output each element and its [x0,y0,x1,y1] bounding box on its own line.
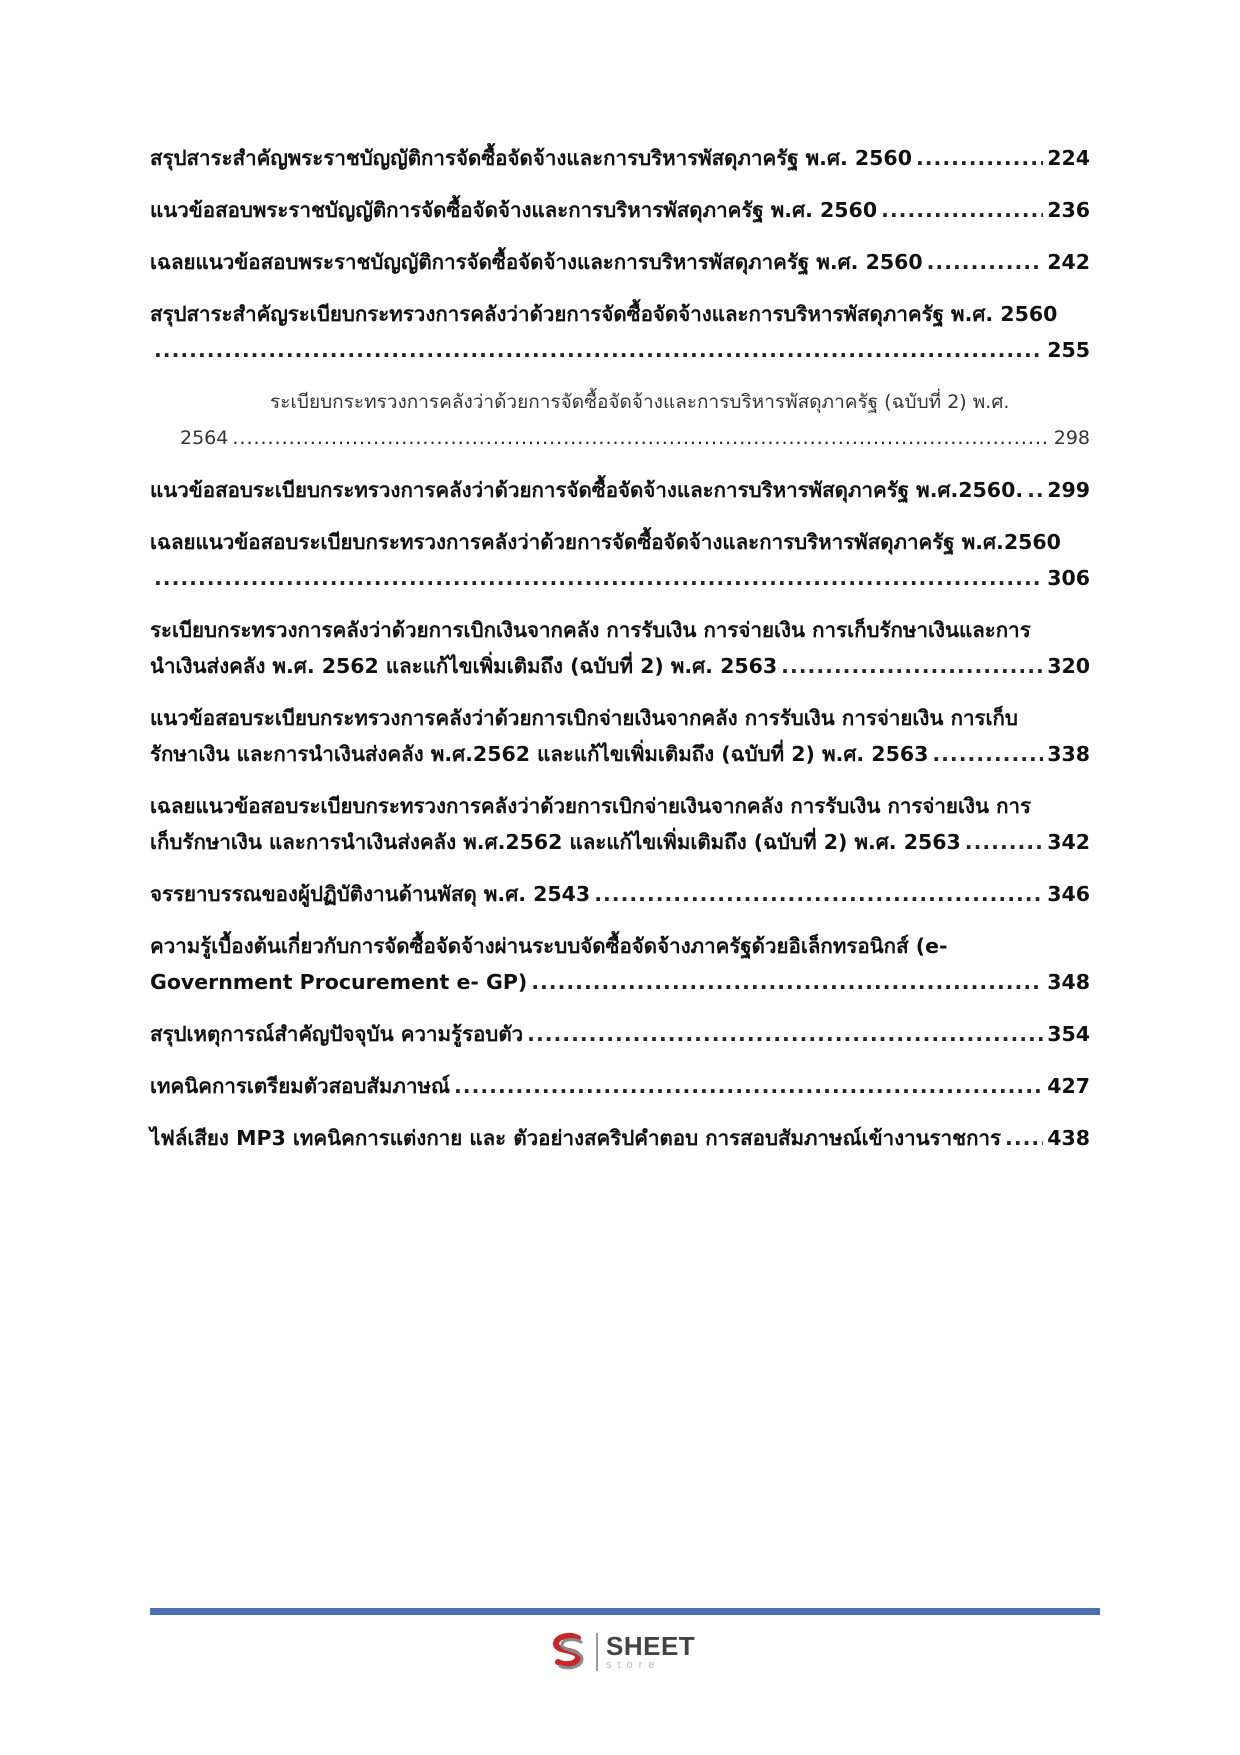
dot-leader [781,648,1043,684]
toc-entry-title: ระเบียบกระทรวงการคลังว่าด้วยการจัดซื้อจัดจ้างและการบริหารพัสดุภาครัฐ (ฉบับที่ 2) พ.ศ. [270,391,1013,413]
toc-entry-title-cont: นำเงินส่งคลัง พ.ศ. 2562 และแก้ไขเพิ่มเติมถึง (ฉบับที่ 2) พ.ศ. 2563 [150,648,781,684]
toc-page-number: 427 [1047,1074,1090,1098]
toc-page-number: 346 [1047,882,1090,906]
dot-leader [927,244,1044,280]
toc-entry[interactable] [150,296,1090,368]
dot-leader [594,876,1043,912]
table-of-contents [150,140,1090,1172]
toc-entry-title: สรุปเหตุการณ์สำคัญปัจจุบัน ความรู้รอบตัว [150,1016,527,1052]
dot-leader [154,332,1043,368]
sheet-store-logo-icon [548,1632,588,1672]
logo-subword: store [606,1659,661,1671]
toc-page-number: 306 [1047,566,1090,590]
sheet-store-logo [548,1630,695,1674]
toc-entry-title: จรรยาบรรณของผู้ปฏิบัติงานด้านพัสดุ พ.ศ. 2543 [150,876,594,912]
toc-page-number: 255 [1047,338,1090,362]
toc-entry-title-cont: รักษาเงิน และการนำเงินส่งคลัง พ.ศ.2562 และแก้ไขเพิ่มเติมถึง (ฉบับที่ 2) พ.ศ. 2563 [150,736,932,772]
toc-entry[interactable] [150,1120,1090,1156]
toc-entry-title: แนวข้อสอบพระราชบัญญัติการจัดซื้อจัดจ้างและการบริหารพัสดุภาครัฐ พ.ศ. 2560 [150,192,881,228]
dot-leader [154,560,1043,596]
dot-leader [965,824,1043,860]
toc-entry[interactable] [150,876,1090,912]
toc-page-number: 320 [1047,654,1090,678]
toc-entry-title: ระเบียบกระทรวงการคลังว่าด้วยการเบิกเงินจากคลัง การรับเงิน การจ่ายเงิน การเก็บรักษาเงินและการ [150,618,1035,642]
toc-entry-title-cont: Government Procurement e- GP) [150,964,531,1000]
toc-entry[interactable] [150,244,1090,280]
toc-page-number: 354 [1047,1022,1090,1046]
toc-entry[interactable] [150,472,1090,508]
dot-leader [527,1016,1043,1052]
toc-page-number: 299 [1047,478,1090,502]
toc-entry[interactable] [150,140,1090,176]
toc-entry[interactable] [150,1068,1090,1104]
toc-entry[interactable] [150,1016,1090,1052]
toc-entry-title: แนวข้อสอบระเบียบกระทรวงการคลังว่าด้วยการเบิกจ่ายเงินจากคลัง การรับเงิน การจ่ายเงิน การเก็บ [150,706,1022,730]
dot-leader [454,1068,1043,1104]
logo-word: SHEET [606,1631,696,1661]
toc-entry-title: สรุปสาระสำคัญพระราชบัญญัติการจัดซื้อจัดจ้างและการบริหารพัสดุภาครัฐ พ.ศ. 2560 [150,140,916,176]
toc-page-number: 348 [1047,970,1090,994]
toc-page-number: 242 [1047,250,1090,274]
toc-page-number: 438 [1047,1126,1090,1150]
toc-entry[interactable] [150,928,1090,1000]
toc-page-number: 298 [1053,427,1090,449]
dot-leader [232,420,1049,456]
toc-entry-title: แนวข้อสอบระเบียบกระทรวงการคลังว่าด้วยการจัดซื้อจัดจ้างและการบริหารพัสดุภาครัฐ พ.ศ.2560. [150,472,1027,508]
footer-divider-bar [150,1608,1100,1615]
toc-entry[interactable] [150,524,1090,596]
toc-entry[interactable] [150,700,1090,772]
toc-page-number: 338 [1047,742,1090,766]
toc-entry-title: ไฟล์เสียง MP3 เทคนิคการแต่งกาย และ ตัวอย่างสคริปคำตอบ การสอบสัมภาษณ์เข้างานราชการ [150,1120,1005,1156]
dot-leader [932,736,1043,772]
toc-entry-title-cont: เก็บรักษาเงิน และการนำเงินส่งคลัง พ.ศ.2562 และแก้ไขเพิ่มเติมถึง (ฉบับที่ 2) พ.ศ. 2563 [150,824,965,860]
toc-subentry[interactable] [150,384,1090,456]
logo-text [606,1633,695,1671]
toc-entry-title-cont: 2564 [180,420,232,456]
dot-leader [531,964,1043,1000]
dot-leader [1027,472,1043,508]
toc-page-number: 342 [1047,830,1090,854]
toc-entry-title: เทคนิคการเตรียมตัวสอบสัมภาษณ์ [150,1068,454,1104]
dot-leader [1005,1120,1043,1156]
toc-entry[interactable] [150,788,1090,860]
toc-entry-title: ความรู้เบื้องต้นเกี่ยวกับการจัดซื้อจัดจ้างผ่านระบบจัดซื้อจัดจ้างภาครัฐด้วยอิเล็กทรอนิกส์ (e- [150,934,952,958]
toc-entry[interactable] [150,612,1090,684]
logo-divider [596,1633,598,1671]
toc-entry-title: เฉลยแนวข้อสอบพระราชบัญญัติการจัดซื้อจัดจ้างและการบริหารพัสดุภาครัฐ พ.ศ. 2560 [150,244,927,280]
toc-entry-title: สรุปสาระสำคัญระเบียบกระทรวงการคลังว่าด้วยการจัดซื้อจัดจ้างและการบริหารพัสดุภาครัฐ พ.ศ. 2560 [150,302,1061,326]
toc-page-number: 236 [1047,198,1090,222]
dot-leader [881,192,1043,228]
toc-entry-title: เฉลยแนวข้อสอบระเบียบกระทรวงการคลังว่าด้วยการเบิกจ่ายเงินจากคลัง การรับเงิน การจ่ายเงิน การ [150,794,1035,818]
dot-leader [916,140,1043,176]
toc-page-number: 224 [1047,146,1090,170]
toc-entry-title: เฉลยแนวข้อสอบระเบียบกระทรวงการคลังว่าด้วยการจัดซื้อจัดจ้างและการบริหารพัสดุภาครัฐ พ.ศ.2560 [150,530,1065,554]
toc-entry[interactable] [150,192,1090,228]
